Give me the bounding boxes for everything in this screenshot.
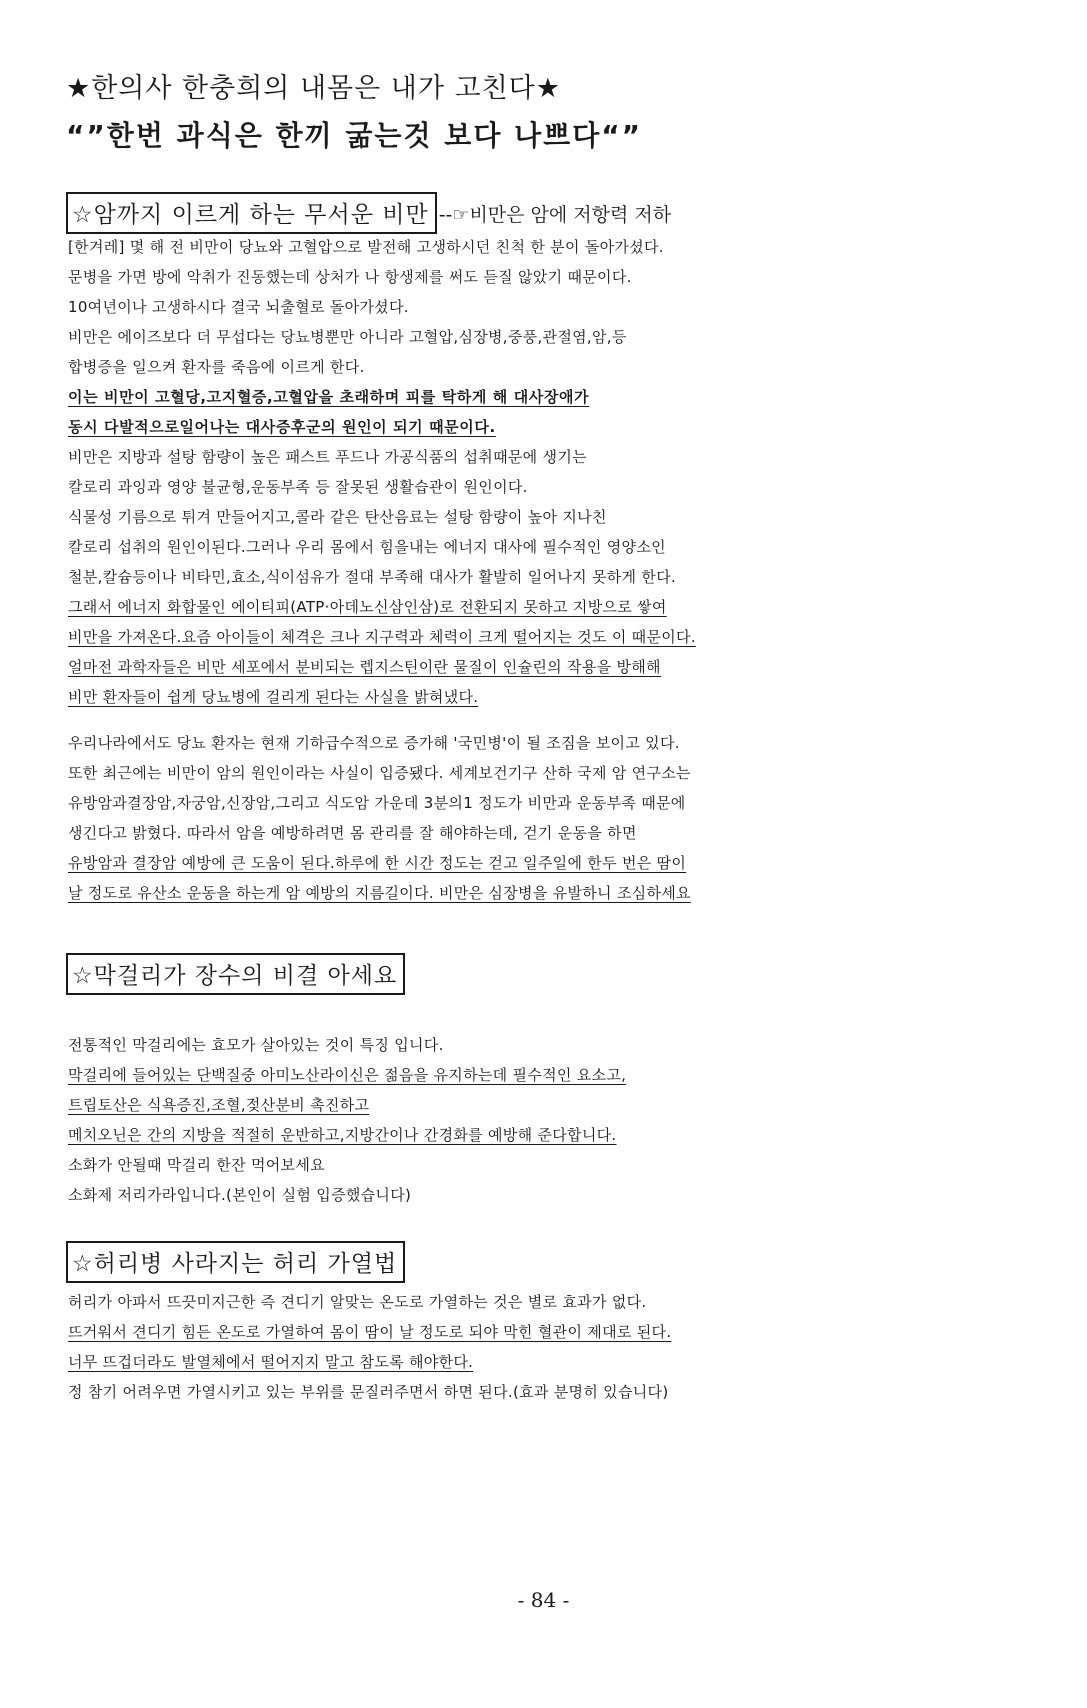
section-heading-row: [66, 192, 671, 234]
paragraph-line: 소화가 안될때 막걸리 한잔 먹어보세요: [68, 1156, 325, 1174]
paragraph-line: 칼로리 과잉과 영양 불균형,운동부족 등 잘못된 생활습관이 원인이다.: [68, 478, 528, 496]
section-body: [68, 1287, 1028, 1407]
underlined-line: 비만 환자들이 쉽게 당뇨병에 걸리게 된다는 사실을 밝혀냈다.: [68, 688, 479, 706]
page-number: - 84 -: [517, 1588, 570, 1612]
paragraph-line: 전통적인 막걸리에는 효모가 살아있는 것이 특징 입니다.: [68, 1036, 444, 1054]
paragraph-line: 식물성 기름으로 튀겨 만들어지고,콜라 같은 탄산음료는 설탕 함량이 높아 지나친: [68, 508, 607, 526]
paragraph-line: 합병증을 일으켜 환자를 죽음에 이르게 한다.: [68, 358, 365, 376]
page-title: ★한의사 한충희의 내몸은 내가 고친다★: [66, 73, 561, 104]
paragraph-line: 소화제 저리가라입니다.(본인이 실험 입증했습니다): [68, 1186, 412, 1204]
section-heading-row: [66, 1241, 405, 1283]
underlined-line: 유방암과 결장암 예방에 큰 도움이 된다.하루에 한 시간 정도는 걷고 일주일에 한두 번은 땀이: [68, 854, 687, 872]
paragraph-line: 철분,칼슘등이나 비타민,효소,식이섬유가 절대 부족해 대사가 활발히 일어나지 못하게 한다.: [68, 568, 677, 586]
paragraph-line: 허리가 아파서 뜨끗미지근한 즉 견디기 알맞는 온도로 가열하는 것은 별로 효과가 없다.: [68, 1293, 647, 1311]
section-heading-row: [66, 953, 405, 995]
paragraph-gap: [68, 712, 1028, 728]
section-body: [68, 1030, 1028, 1210]
paragraph-line: 비만은 지방과 설탕 함량이 높은 패스트 푸드나 가공식품의 섭취때문에 생기는: [68, 448, 587, 466]
underlined-line: 뜨거워서 견디기 힘든 온도로 가열하여 몸이 땀이 날 정도로 되야 막힌 혈관이 제대로 된다.: [68, 1323, 672, 1341]
paragraph-line: 문병을 가면 방에 악취가 진동했는데 상처가 나 항생제를 써도 듣질 않았기 때문이다.: [68, 268, 632, 286]
underlined-line: 얼마전 과학자들은 비만 세포에서 분비되는 렙지스틴이란 물질이 인슐린의 작용을 방해해: [68, 658, 661, 676]
section-body: [68, 232, 1028, 908]
paragraph-line: 정 참기 어려우면 가열시키고 있는 부위를 문질러주면서 하면 된다.(효과 분명히 있습니다): [68, 1383, 669, 1401]
underlined-line: 메치오닌은 간의 지방을 적절히 운반하고,지방간이나 간경화를 예방해 준다합니다.: [68, 1126, 617, 1144]
paragraph-line: 비만은 에이즈보다 더 무섭다는 당뇨병뿐만 아니라 고혈압,심장병,중풍,관절염,암,등: [68, 328, 627, 346]
underlined-line: 막걸리에 들어있는 단백질중 아미노산라이신은 젊음을 유지하는데 필수적인 요소고,: [68, 1066, 627, 1084]
paragraph-line: 또한 최근에는 비만이 암의 원인이라는 사실이 입증됐다. 세계보건기구 산하 국제 암 연구소는: [68, 764, 691, 782]
underlined-line: 그래서 에너지 화합물인 에이티피(ATP·아데노신삼인삼)로 전환되지 못하고 지방으로 쌓여: [68, 598, 667, 616]
handwritten-line: 이는 비만이 고혈당,고지혈증,고혈압을 초래하며 피를 탁하게 해 대사장애가: [68, 388, 590, 406]
section-heading: ☆암까지 이르게 하는 무서운 비만: [66, 192, 437, 234]
paragraph-line: 유방암과결장암,자궁암,신장암,그리고 식도암 가운데 3분의1 정도가 비만과 운동부족 때문에: [68, 794, 686, 812]
paragraph-line: 생긴다고 밝혔다. 따라서 암을 예방하려면 몸 관리를 잘 해야하는데, 걷기 운동을 하면: [68, 824, 637, 842]
underlined-line: 너무 뜨겁더라도 발열체에서 떨어지지 말고 참도록 해야한다.: [68, 1353, 474, 1371]
section-heading-note: --☞비만은 암에 저항력 저하: [438, 203, 672, 226]
section-heading: ☆막걸리가 장수의 비결 아세요: [66, 953, 405, 995]
underlined-line: 트립토산은 식욕증진,조혈,젖산분비 촉진하고: [68, 1096, 370, 1114]
paragraph-line: 칼로리 섭취의 원인이된다.그러나 우리 몸에서 힘을내는 에너지 대사에 필수적인 영양소인: [68, 538, 666, 556]
paragraph-line: 10여년이나 고생하시다 결국 뇌출혈로 돌아가셨다.: [68, 298, 409, 316]
underlined-line: 날 정도로 유산소 운동을 하는게 암 예방의 지름길이다. 비만은 심장병을 유발하니 조심하세요: [68, 884, 691, 902]
handwritten-line: 동시 다발적으로일어나는 대사증후군의 원인이 되기 때문이다.: [68, 418, 496, 436]
paragraph-line: [한겨레] 몇 해 전 비만이 당뇨와 고혈압으로 발전해 고생하시던 친척 한 분이 돌아가셨다.: [68, 238, 664, 256]
underlined-line: 비만을 가져온다.요즘 아이들이 체격은 크나 지구력과 체력이 크게 떨어지는 것도 이 때문이다.: [68, 628, 696, 646]
page-subtitle: “”한번 과식은 한끼 굶는것 보다 나쁘다“”: [66, 119, 643, 152]
paragraph-line: 우리나라에서도 당뇨 환자는 현재 기하급수적으로 증가해 '국민병'이 될 조짐을 보이고 있다.: [68, 734, 680, 752]
section-heading: ☆허리병 사라지는 허리 가열법: [66, 1241, 405, 1283]
